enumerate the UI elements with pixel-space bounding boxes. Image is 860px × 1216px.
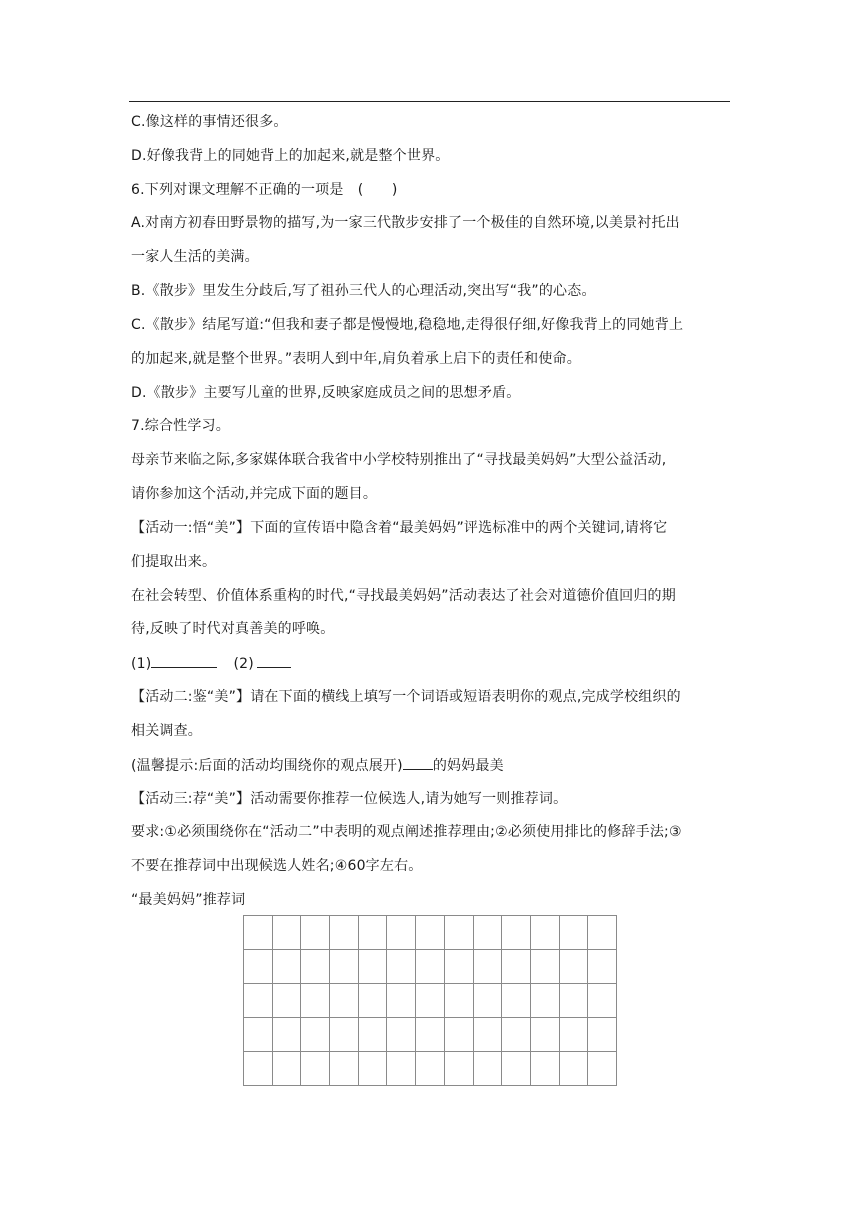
grid-cell[interactable] — [502, 984, 531, 1018]
grid-cell[interactable] — [272, 1018, 301, 1052]
blank-2-label: (2) — [233, 656, 254, 672]
grid-cell[interactable] — [330, 916, 359, 950]
grid-cell[interactable] — [416, 1052, 445, 1086]
blank-2[interactable] — [257, 653, 291, 668]
grid-row — [244, 950, 617, 984]
grid-cell[interactable] — [358, 916, 387, 950]
grid-cell[interactable] — [358, 950, 387, 984]
grid-row — [244, 984, 617, 1018]
requirements-line-2: 不要在推荐词中出现候选人姓名;④60字左右。 — [131, 858, 423, 874]
grid-cell[interactable] — [387, 1052, 416, 1086]
grid-cell[interactable] — [387, 984, 416, 1018]
grid-cell[interactable] — [502, 916, 531, 950]
grid-cell[interactable] — [588, 950, 617, 984]
slogan-line-2: 待,反映了时代对真善美的呼唤。 — [131, 621, 335, 637]
opinion-blank[interactable] — [403, 755, 433, 770]
q6-option-b: B.《散步》里发生分歧后,写了祖孙三代人的心理活动,突出写“我”的心态。 — [131, 283, 596, 299]
question-6-title: 6.下列对课文理解不正确的一项是 ( ) — [131, 182, 398, 198]
hint-text: (温馨提示:后面的活动均围绕你的观点展开) — [131, 758, 403, 774]
recommendation-heading: “最美妈妈”推荐词 — [131, 892, 246, 908]
grid-cell[interactable] — [559, 1018, 588, 1052]
grid-cell[interactable] — [358, 984, 387, 1018]
grid-cell[interactable] — [272, 1052, 301, 1086]
grid-cell[interactable] — [502, 950, 531, 984]
grid-cell[interactable] — [301, 916, 330, 950]
grid-cell[interactable] — [301, 984, 330, 1018]
grid-cell[interactable] — [330, 1018, 359, 1052]
grid-cell[interactable] — [330, 1052, 359, 1086]
grid-cell[interactable] — [387, 1018, 416, 1052]
grid-cell[interactable] — [473, 1018, 502, 1052]
activity-2-line-2: 相关调查。 — [131, 723, 202, 739]
grid-row — [244, 916, 617, 950]
grid-cell[interactable] — [244, 1018, 273, 1052]
grid-cell[interactable] — [272, 950, 301, 984]
grid-cell[interactable] — [244, 984, 273, 1018]
grid-cell[interactable] — [444, 950, 473, 984]
grid-cell[interactable] — [272, 984, 301, 1018]
grid-cell[interactable] — [473, 916, 502, 950]
grid-cell[interactable] — [530, 1052, 559, 1086]
grid-cell[interactable] — [244, 916, 273, 950]
grid-cell[interactable] — [301, 950, 330, 984]
grid-cell[interactable] — [588, 916, 617, 950]
grid-cell[interactable] — [244, 950, 273, 984]
grid-cell[interactable] — [387, 916, 416, 950]
blank-1[interactable] — [151, 653, 217, 668]
grid-row — [244, 1052, 617, 1086]
grid-cell[interactable] — [559, 1052, 588, 1086]
question-7-title: 7.综合性学习。 — [131, 418, 230, 434]
activity-2-line-1: 【活动二:鉴“美”】请在下面的横线上填写一个词语或短语表明你的观点,完成学校组织的 — [131, 689, 681, 705]
answer-blanks-row — [131, 653, 291, 674]
activity-3-line: 【活动三:荐“美”】活动需要你推荐一位候选人,请为她写一则推荐词。 — [131, 791, 568, 807]
grid-cell[interactable] — [416, 1018, 445, 1052]
grid-row — [244, 1018, 617, 1052]
grid-cell[interactable] — [444, 1052, 473, 1086]
grid-cell[interactable] — [473, 984, 502, 1018]
grid-cell[interactable] — [473, 950, 502, 984]
grid-cell[interactable] — [387, 950, 416, 984]
q6-option-a-line-2: 一家人生活的美满。 — [131, 249, 259, 265]
q6-option-c-line-2: 的加起来,就是整个世界。”表明人到中年,肩负着承上启下的责任和使命。 — [131, 351, 581, 367]
grid-cell[interactable] — [530, 916, 559, 950]
grid-cell[interactable] — [559, 916, 588, 950]
q6-option-d: D.《散步》主要写儿童的世界,反映家庭成员之间的思想矛盾。 — [131, 385, 521, 401]
q6-option-c-line-1: C.《散步》结尾写道:“但我和妻子都是慢慢地,稳稳地,走得很仔细,好像我背上的同她背上 — [131, 317, 684, 333]
blank-1-label: (1) — [131, 656, 152, 672]
grid-cell[interactable] — [530, 950, 559, 984]
hint-suffix: 的妈妈最美 — [432, 758, 504, 774]
writing-grid[interactable] — [243, 915, 617, 1086]
q7-intro-line-1: 母亲节来临之际,多家媒体联合我省中小学校特别推出了“寻找最美妈妈”大型公益活动, — [131, 452, 667, 468]
grid-cell[interactable] — [502, 1052, 531, 1086]
grid-cell[interactable] — [559, 950, 588, 984]
grid-cell[interactable] — [502, 1018, 531, 1052]
grid-cell[interactable] — [559, 984, 588, 1018]
grid-cell[interactable] — [588, 984, 617, 1018]
activity-1-line-1: 【活动一:悟“美”】下面的宣传语中隐含着“最美妈妈”评选标准中的两个关键词,请将它 — [131, 520, 668, 536]
grid-cell[interactable] — [301, 1052, 330, 1086]
requirements-line-1: 要求:①必须围绕你在“活动二”中表明的观点阐述推荐理由;②必须使用排比的修辞手法;③ — [131, 824, 682, 840]
option-c-text: C.像这样的事情还很多。 — [131, 114, 288, 130]
hint-row — [131, 755, 504, 776]
grid-cell[interactable] — [530, 1018, 559, 1052]
slogan-line-1: 在社会转型、价值体系重构的时代,“寻找最美妈妈”活动表达了社会对道德价值回归的期 — [131, 588, 676, 604]
grid-cell[interactable] — [473, 1052, 502, 1086]
grid-cell[interactable] — [530, 984, 559, 1018]
grid-cell[interactable] — [358, 1018, 387, 1052]
q7-intro-line-2: 请你参加这个活动,并完成下面的题目。 — [131, 486, 378, 502]
grid-cell[interactable] — [444, 916, 473, 950]
grid-cell[interactable] — [330, 984, 359, 1018]
grid-cell[interactable] — [444, 984, 473, 1018]
grid-cell[interactable] — [444, 1018, 473, 1052]
grid-cell[interactable] — [416, 950, 445, 984]
grid-cell[interactable] — [301, 1018, 330, 1052]
grid-cell[interactable] — [416, 916, 445, 950]
grid-cell[interactable] — [588, 1052, 617, 1086]
grid-cell[interactable] — [358, 1052, 387, 1086]
grid-cell[interactable] — [330, 950, 359, 984]
activity-1-line-2: 们提取出来。 — [131, 554, 217, 570]
grid-cell[interactable] — [272, 916, 301, 950]
grid-cell[interactable] — [588, 1018, 617, 1052]
grid-cell[interactable] — [416, 984, 445, 1018]
q6-option-a-line-1: A.对南方初春田野景物的描写,为一家三代散步安排了一个极佳的自然环境,以美景衬托出 — [131, 215, 680, 231]
grid-cell[interactable] — [244, 1052, 273, 1086]
header-rule — [129, 101, 730, 102]
option-d-text: D.好像我背上的同她背上的加起来,就是整个世界。 — [131, 148, 450, 164]
